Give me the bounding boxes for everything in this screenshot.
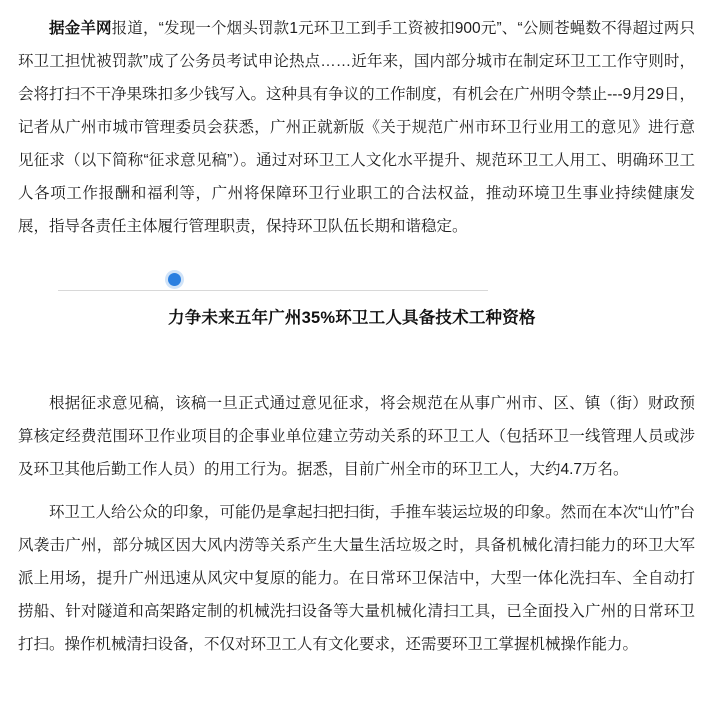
spacer bbox=[0, 365, 713, 387]
subheading-marker bbox=[168, 271, 695, 299]
paragraph-body-1: 根据征求意见稿，该稿一旦正式通过意见征求，将会规范在从事广州市、区、镇（街）财政预算核定经费范围环卫作业项目的企事业单位建立劳动关系的环卫工人（包括环卫一线管理人员或涉及环卫其他后勤工作人员）的用工行为。据悉，目前广州全市的环卫工人，大约4.7万名。 bbox=[18, 395, 695, 478]
divider-line bbox=[58, 290, 488, 291]
source-label: 据金羊网 bbox=[49, 20, 112, 37]
paragraph-body-2: 环卫工人给公众的印象，可能仍是拿起扫把扫街，手推车装运垃圾的印象。然而在本次“山竹”台风袭击广州，部分城区因大风内涝等关系产生大量生活垃圾之时，具备机械化清扫能力的环卫大军派上用场，提升广州迅速从风灾中复原的能力。在日常环卫保洁中，大型一体化洗扫车、全自动打捞船、针对隧道和高架路定制的机械洗扫设备等大量机械化清扫工具，已全面投入广州的日常环卫打扫。操作机械清扫设备，不仅对环卫工人有文化要求，还需要环卫工掌握机械操作能力。 bbox=[18, 504, 695, 653]
subheading-block bbox=[0, 271, 713, 331]
spacer bbox=[0, 486, 713, 496]
paragraph-text: 报道，“发现一个烟头罚款1元环卫工到手工资被扣900元”、“公厕苍蝇数不得超过两只环卫工担忧被罚款”成了公务员考试申论热点……近年来，国内部分城市在制定环卫工工作守则时，会将打扫不干净果珠扣多少钱写入。这种具有争议的工作制度，有机会在广州明令禁止---9月29日，记者从广州市城市管理委员会获悉，广州正就新版《关于规范广州市环卫行业用工的意见》进行意见征求（以下简称“征求意见稿”）。通过对环卫工人文化水平提升、规范环卫工人用工、明确环卫工人各项工作报酬和福利等，广州将保障环卫行业职工的合法权益，推动环境卫生事业持续健康发展，指导各责任主体履行管理职责，保持环卫队伍长期和谐稳定。 bbox=[18, 20, 695, 235]
subheading-text: 力争未来五年广州35%环卫工人具备技术工种资格 bbox=[168, 309, 536, 327]
paragraph-intro bbox=[0, 0, 713, 243]
bullet-dot-icon bbox=[168, 273, 181, 286]
